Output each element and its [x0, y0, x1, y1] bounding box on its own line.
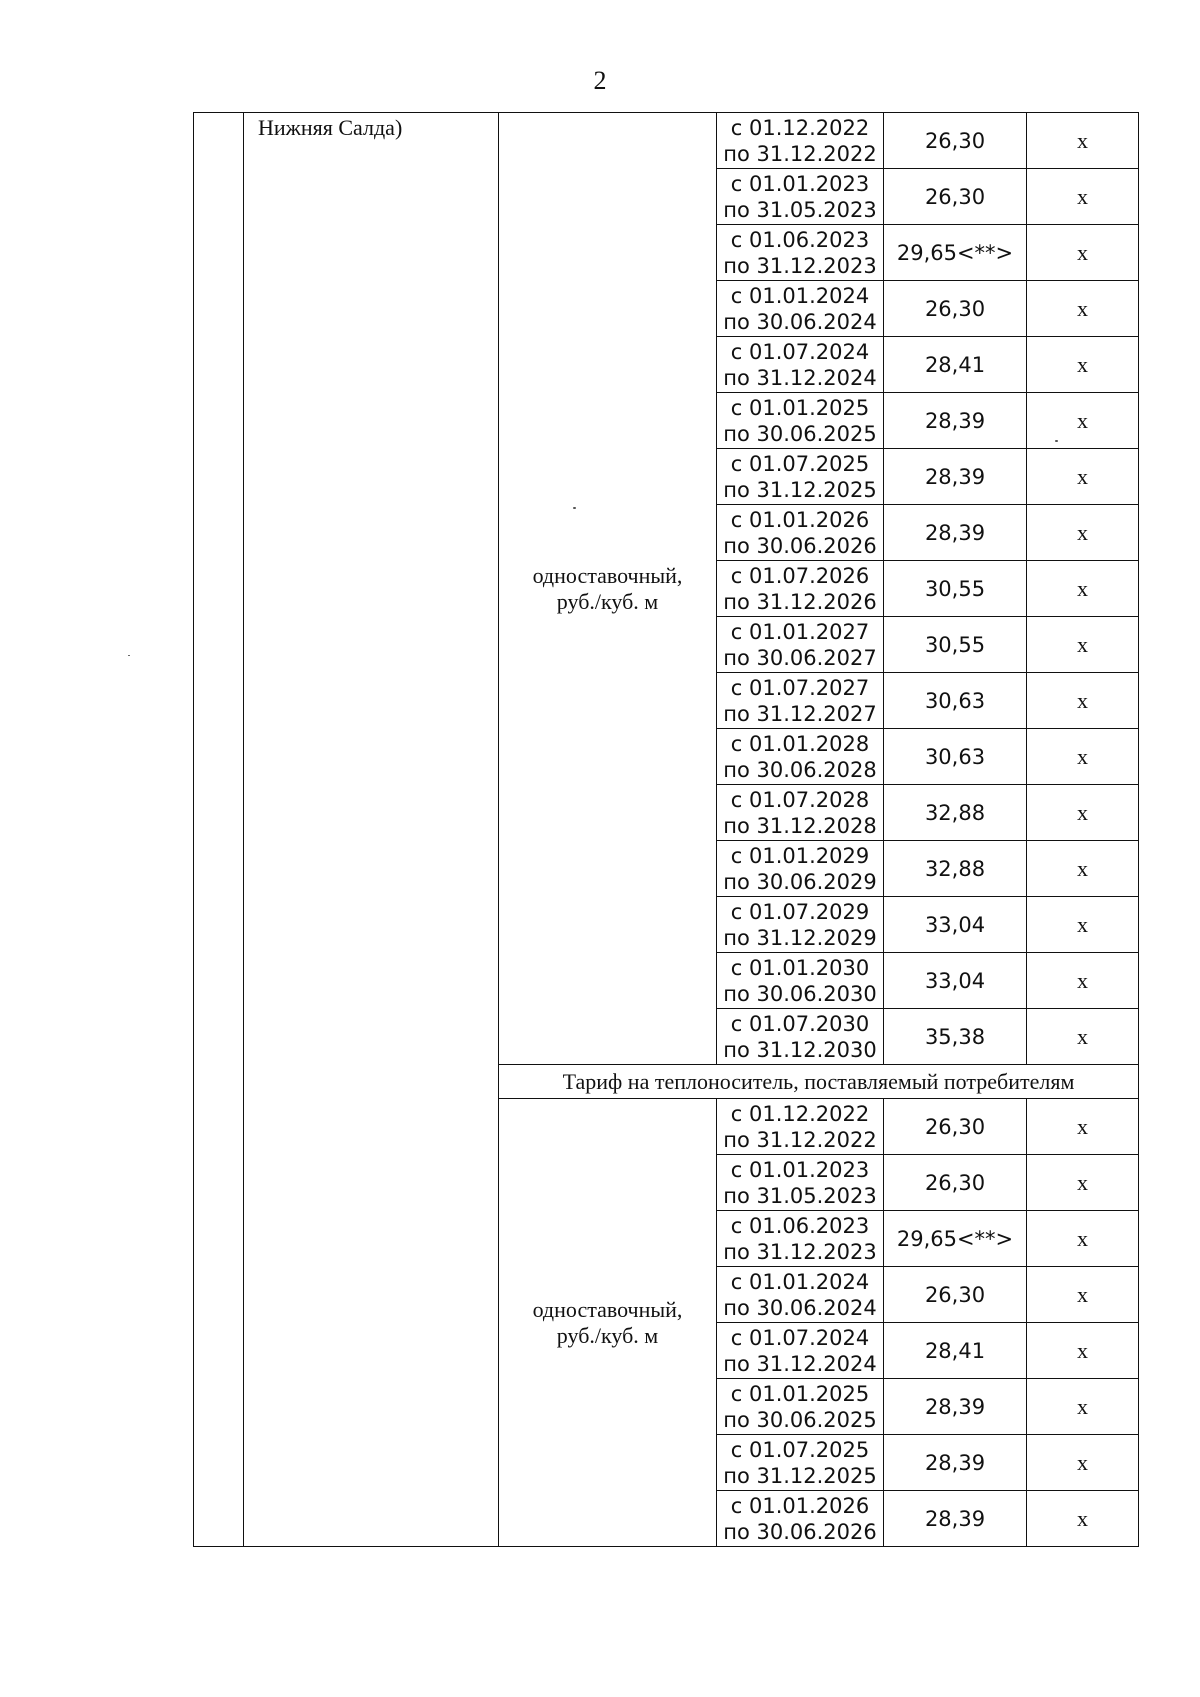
period-to: по 31.12.2024 [723, 1351, 877, 1376]
period-to: по 30.06.2026 [723, 1519, 877, 1544]
period-cell [717, 1435, 884, 1491]
not-applicable-mark: х [1027, 785, 1139, 841]
period-from: с 01.01.2029 [730, 843, 870, 868]
period-cell [717, 225, 884, 281]
not-applicable-mark: х [1027, 169, 1139, 225]
period-from: с 01.07.2025 [730, 451, 870, 476]
not-applicable-mark: х [1027, 1267, 1139, 1323]
not-applicable-mark: х [1027, 1099, 1139, 1155]
not-applicable-mark: х [1027, 337, 1139, 393]
period-to: по 30.06.2026 [723, 533, 877, 558]
period-cell [717, 953, 884, 1009]
not-applicable-mark: х [1027, 281, 1139, 337]
period-from: с 01.07.2025 [730, 1437, 870, 1462]
tariff-value: 26,30 [884, 1267, 1027, 1323]
period-cell [717, 505, 884, 561]
period-from: с 01.01.2026 [730, 1493, 870, 1518]
period-cell [717, 729, 884, 785]
period-cell [717, 393, 884, 449]
tariff-value: 30,63 [884, 729, 1027, 785]
tariff-value: 26,30 [884, 1099, 1027, 1155]
period-cell [717, 561, 884, 617]
period-from: с 01.12.2022 [730, 1101, 870, 1126]
tariff-value: 28,39 [884, 1491, 1027, 1547]
period-to: по 31.12.2025 [723, 1463, 877, 1488]
period-cell [717, 1155, 884, 1211]
tariff-type-line: руб./куб. м [556, 588, 659, 614]
tariff-value: 29,65<**> [884, 225, 1027, 281]
period-cell [717, 449, 884, 505]
period-to: по 30.06.2030 [723, 981, 877, 1006]
tariff-table-body [194, 113, 1139, 1547]
period-cell [717, 841, 884, 897]
scan-speck [128, 655, 130, 656]
period-cell [717, 1267, 884, 1323]
not-applicable-mark: х [1027, 729, 1139, 785]
period-to: по 30.06.2024 [723, 309, 877, 334]
page-number: 2 [593, 66, 607, 95]
period-from: с 01.01.2028 [730, 731, 870, 756]
period-cell [717, 1211, 884, 1267]
period-to: по 30.06.2029 [723, 869, 877, 894]
period-from: с 01.07.2026 [730, 563, 870, 588]
period-from: с 01.06.2023 [730, 227, 870, 252]
period-to: по 30.06.2028 [723, 757, 877, 782]
period-to: по 30.06.2024 [723, 1295, 877, 1320]
tariff-value: 35,38 [884, 1009, 1027, 1065]
not-applicable-mark: х [1027, 561, 1139, 617]
not-applicable-mark: х [1027, 673, 1139, 729]
period-from: с 01.07.2024 [730, 1325, 870, 1350]
period-from: с 01.07.2030 [730, 1011, 870, 1036]
row-number-cell [194, 113, 244, 1547]
period-from: с 01.12.2022 [730, 115, 870, 140]
period-from: с 01.01.2024 [730, 1269, 870, 1294]
tariff-value: 28,39 [884, 393, 1027, 449]
tariff-value: 28,39 [884, 1435, 1027, 1491]
tariff-value: 33,04 [884, 953, 1027, 1009]
period-to: по 31.12.2024 [723, 365, 877, 390]
not-applicable-mark: х [1027, 1323, 1139, 1379]
period-cell [717, 673, 884, 729]
tariff-type-cell [499, 1099, 717, 1547]
period-to: по 31.12.2029 [723, 925, 877, 950]
period-from: с 01.07.2024 [730, 339, 870, 364]
not-applicable-mark: х [1027, 1435, 1139, 1491]
not-applicable-mark: х [1027, 897, 1139, 953]
period-to: по 31.12.2027 [723, 701, 877, 726]
period-to: по 31.12.2025 [723, 477, 877, 502]
period-cell [717, 1379, 884, 1435]
period-to: по 31.05.2023 [723, 197, 877, 222]
tariff-value: 32,88 [884, 785, 1027, 841]
tariff-value: 26,30 [884, 1155, 1027, 1211]
tariff-value: 30,55 [884, 617, 1027, 673]
tariff-type-line: одноставочный, [532, 1296, 683, 1322]
not-applicable-mark: х [1027, 953, 1139, 1009]
period-cell [717, 1491, 884, 1547]
period-cell [717, 169, 884, 225]
period-to: по 31.12.2026 [723, 589, 877, 614]
period-from: с 01.01.2023 [730, 171, 870, 196]
locality-cell: Нижняя Салда) [244, 113, 499, 1547]
period-from: с 01.07.2027 [730, 675, 870, 700]
period-cell [717, 1009, 884, 1065]
not-applicable-mark: х [1027, 505, 1139, 561]
not-applicable-mark: х [1027, 449, 1139, 505]
section-header: Тариф на теплоноситель, поставляемый потребителям [499, 1065, 1139, 1099]
period-cell [717, 785, 884, 841]
tariff-value: 30,63 [884, 673, 1027, 729]
period-to: по 30.06.2025 [723, 421, 877, 446]
period-cell [717, 337, 884, 393]
period-from: с 01.07.2028 [730, 787, 870, 812]
tariff-value: 30,55 [884, 561, 1027, 617]
period-from: с 01.01.2025 [730, 1381, 870, 1406]
tariff-value: 28,39 [884, 505, 1027, 561]
period-cell [717, 1323, 884, 1379]
tariff-value: 28,39 [884, 449, 1027, 505]
tariff-type-cell [499, 113, 717, 1065]
tariff-value: 26,30 [884, 113, 1027, 169]
not-applicable-mark: х [1027, 841, 1139, 897]
period-from: с 01.01.2025 [730, 395, 870, 420]
period-to: по 31.12.2023 [723, 253, 877, 278]
period-from: с 01.06.2023 [730, 1213, 870, 1238]
tariff-value: 32,88 [884, 841, 1027, 897]
tariff-value: 29,65<**> [884, 1211, 1027, 1267]
not-applicable-mark: х [1027, 225, 1139, 281]
period-to: по 31.12.2022 [723, 141, 877, 166]
not-applicable-mark: х [1027, 1211, 1139, 1267]
not-applicable-mark: х [1027, 1379, 1139, 1435]
period-from: с 01.01.2027 [730, 619, 870, 644]
period-to: по 30.06.2027 [723, 645, 877, 670]
period-cell [717, 617, 884, 673]
period-cell [717, 897, 884, 953]
tariff-value: 26,30 [884, 281, 1027, 337]
period-cell [717, 1099, 884, 1155]
period-to: по 31.12.2022 [723, 1127, 877, 1152]
not-applicable-mark: х [1027, 1009, 1139, 1065]
not-applicable-mark: х [1027, 1491, 1139, 1547]
tariff-table [193, 112, 1139, 1547]
not-applicable-mark: х [1027, 393, 1139, 449]
period-to: по 31.12.2028 [723, 813, 877, 838]
tariff-value: 28,41 [884, 337, 1027, 393]
tariff-type-line: одноставочный, [532, 562, 683, 588]
tariff-type-line: руб./куб. м [556, 1322, 659, 1348]
period-to: по 31.05.2023 [723, 1183, 877, 1208]
tariff-value: 28,39 [884, 1379, 1027, 1435]
not-applicable-mark: х [1027, 113, 1139, 169]
period-from: с 01.01.2030 [730, 955, 870, 980]
table-row [194, 113, 1139, 169]
not-applicable-mark: х [1027, 1155, 1139, 1211]
period-to: по 31.12.2023 [723, 1239, 877, 1264]
period-from: с 01.07.2029 [730, 899, 870, 924]
period-cell [717, 113, 884, 169]
period-from: с 01.01.2023 [730, 1157, 870, 1182]
tariff-value: 28,41 [884, 1323, 1027, 1379]
not-applicable-mark: х [1027, 617, 1139, 673]
tariff-value: 26,30 [884, 169, 1027, 225]
period-cell [717, 281, 884, 337]
period-to: по 31.12.2030 [723, 1037, 877, 1062]
period-from: с 01.01.2026 [730, 507, 870, 532]
tariff-value: 33,04 [884, 897, 1027, 953]
period-from: с 01.01.2024 [730, 283, 870, 308]
period-to: по 30.06.2025 [723, 1407, 877, 1432]
